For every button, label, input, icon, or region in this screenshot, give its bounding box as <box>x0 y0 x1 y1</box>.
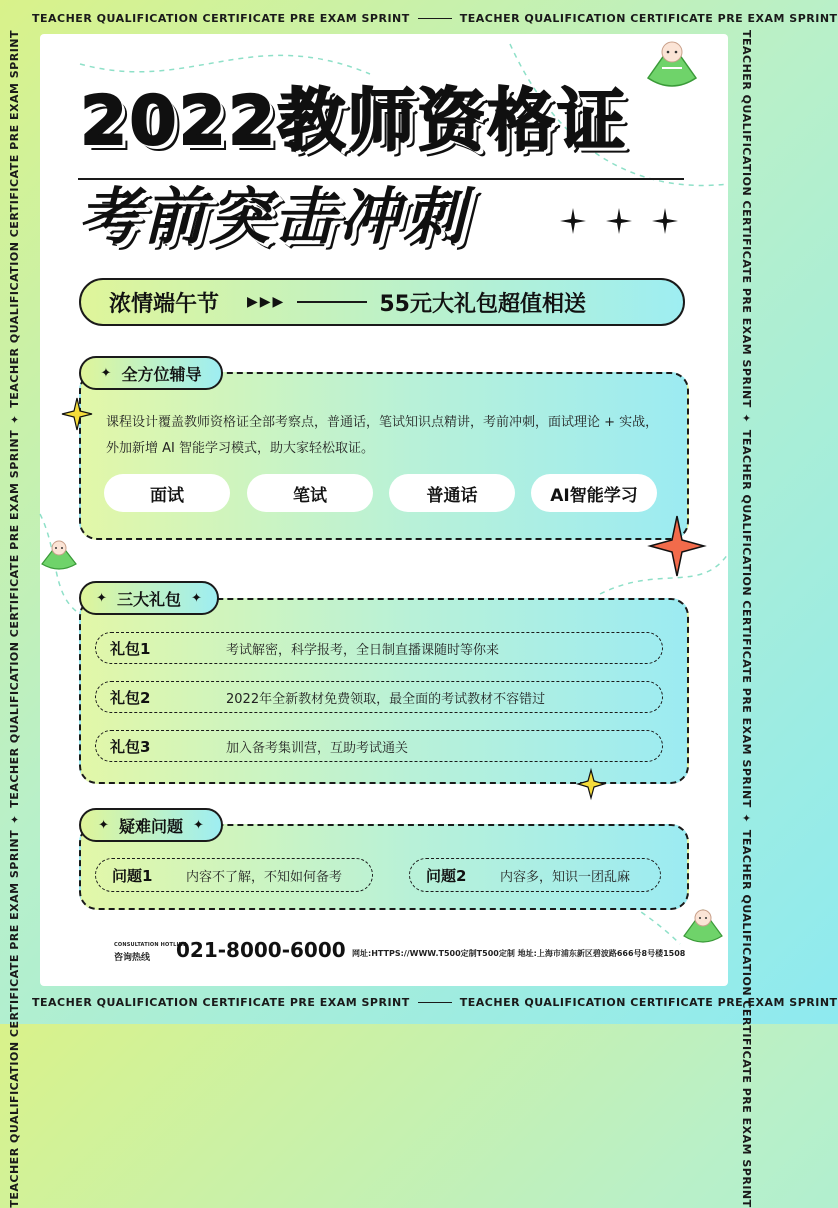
pill-mandarin: 普通话 <box>389 474 515 512</box>
gift-text: 加入备考集训营，互助考试通关 <box>226 740 409 756</box>
gift-tag <box>79 581 219 615</box>
sparkle-icon <box>652 208 678 234</box>
spark-icon: ✦ <box>193 817 204 833</box>
top-border-line <box>418 18 452 19</box>
address-text: 网址:HTTPS://WWW.T500定制T500定制 地址:上海市浦东新区碧波路666号8号楼1508 <box>352 949 686 958</box>
main-title: 2022教师资格证 <box>80 82 628 161</box>
pill-written-exam: 笔试 <box>247 474 373 512</box>
gift-text: 考试解密，科学报考，全日制直播课随时等你来 <box>226 642 500 658</box>
gift-name: 礼包3 <box>110 737 151 756</box>
zongzi-mascot-icon <box>642 38 702 94</box>
guidance-tag <box>79 356 223 390</box>
sparkle-icon <box>560 208 586 234</box>
question-name: 问题1 <box>112 866 153 885</box>
sparkle-icon <box>606 208 632 234</box>
yellow-sparkle-small-icon <box>578 770 604 798</box>
question-row <box>409 858 661 892</box>
questions-tag-label: 疑难问题 <box>118 816 183 836</box>
right-border-text: TEACHER QUALIFICATION CERTIFICATE PRE EXAM SPRINT ✦ TEACHER QUALIFICATION CERTIFICATE PRE EXAM SPRINT ✦ TEACHER QUALIFICATION CERTIFICATE PRE EXAM SPRINT <box>740 30 753 1208</box>
question-text: 内容不了解，不知如何备考 <box>186 869 343 885</box>
promo-banner <box>79 278 685 326</box>
gift-tag-label: 三大礼包 <box>116 589 181 609</box>
pill-interview: 面试 <box>104 474 230 512</box>
gift-row <box>95 730 663 762</box>
bottom-border-text-right: TEACHER QUALIFICATION CERTIFICATE PRE EXAM SPRINT <box>459 996 838 1009</box>
gift-name: 礼包1 <box>110 639 151 658</box>
gift-text: 2022年全新教材免费领取，最全面的考试教材不容错过 <box>226 691 546 707</box>
gift-name: 礼包2 <box>110 688 151 707</box>
subtitle: 考前突击冲刺 <box>78 180 469 253</box>
top-border-text-left: TEACHER QUALIFICATION CERTIFICATE PRE EXAM SPRINT <box>32 12 410 25</box>
spark-icon: ✦ <box>96 590 107 606</box>
question-row <box>95 858 373 892</box>
spark-icon: ✦ <box>191 590 202 606</box>
banner-arrows-icon: ▶▶▶ <box>247 294 286 310</box>
left-border-text: TEACHER QUALIFICATION CERTIFICATE PRE EXAM SPRINT ✦ TEACHER QUALIFICATION CERTIFICATE PRE EXAM SPRINT ✦ TEACHER QUALIFICATION CERTIFICATE PRE EXAM SPRINT <box>8 30 21 1208</box>
zongzi-mascot-bottom-icon <box>680 906 726 948</box>
hotline-number[interactable]: 021-8000-6000 <box>176 938 346 962</box>
bottom-border-text-left: TEACHER QUALIFICATION CERTIFICATE PRE EXAM SPRINT <box>32 996 410 1009</box>
spark-icon: ✦ <box>98 817 109 833</box>
left-border-band <box>8 30 28 1208</box>
banner-offer-text: 55元大礼包超值相送 <box>379 291 586 317</box>
bottom-border-band <box>32 996 838 1009</box>
question-name: 问题2 <box>426 866 467 885</box>
banner-festival-text: 浓情端午节 <box>109 291 220 317</box>
guidance-tag-label: 全方位辅导 <box>121 364 202 384</box>
hotline-english-label: CONSULTATION HOTLINE <box>114 942 187 948</box>
question-text: 内容多，知识一团乱麻 <box>500 869 631 885</box>
pill-ai-learning: AI智能学习 <box>531 474 657 512</box>
zongzi-mascot-small-icon <box>38 538 80 574</box>
bottom-border-line <box>418 1002 452 1003</box>
yellow-sparkle-icon <box>62 398 92 430</box>
hotline-label: 咨询热线 <box>114 953 151 963</box>
guidance-description: 课程设计覆盖教师资格证全部考察点，普通话，笔试知识点精讲，考前冲刺，面试理论 + 实战，外加新增 AI 智能学习模式，助大家轻松取证。 <box>106 415 659 456</box>
questions-tag <box>79 808 223 842</box>
gift-row <box>95 681 663 713</box>
banner-line <box>297 301 367 303</box>
spark-icon: ✦ <box>100 365 112 381</box>
orange-sparkle-icon <box>650 516 704 576</box>
right-border-band <box>740 30 760 1208</box>
top-border-band <box>32 12 838 25</box>
top-border-text-right: TEACHER QUALIFICATION CERTIFICATE PRE EXAM SPRINT <box>459 12 838 25</box>
gift-row <box>95 632 663 664</box>
sparkle-group <box>560 208 678 234</box>
